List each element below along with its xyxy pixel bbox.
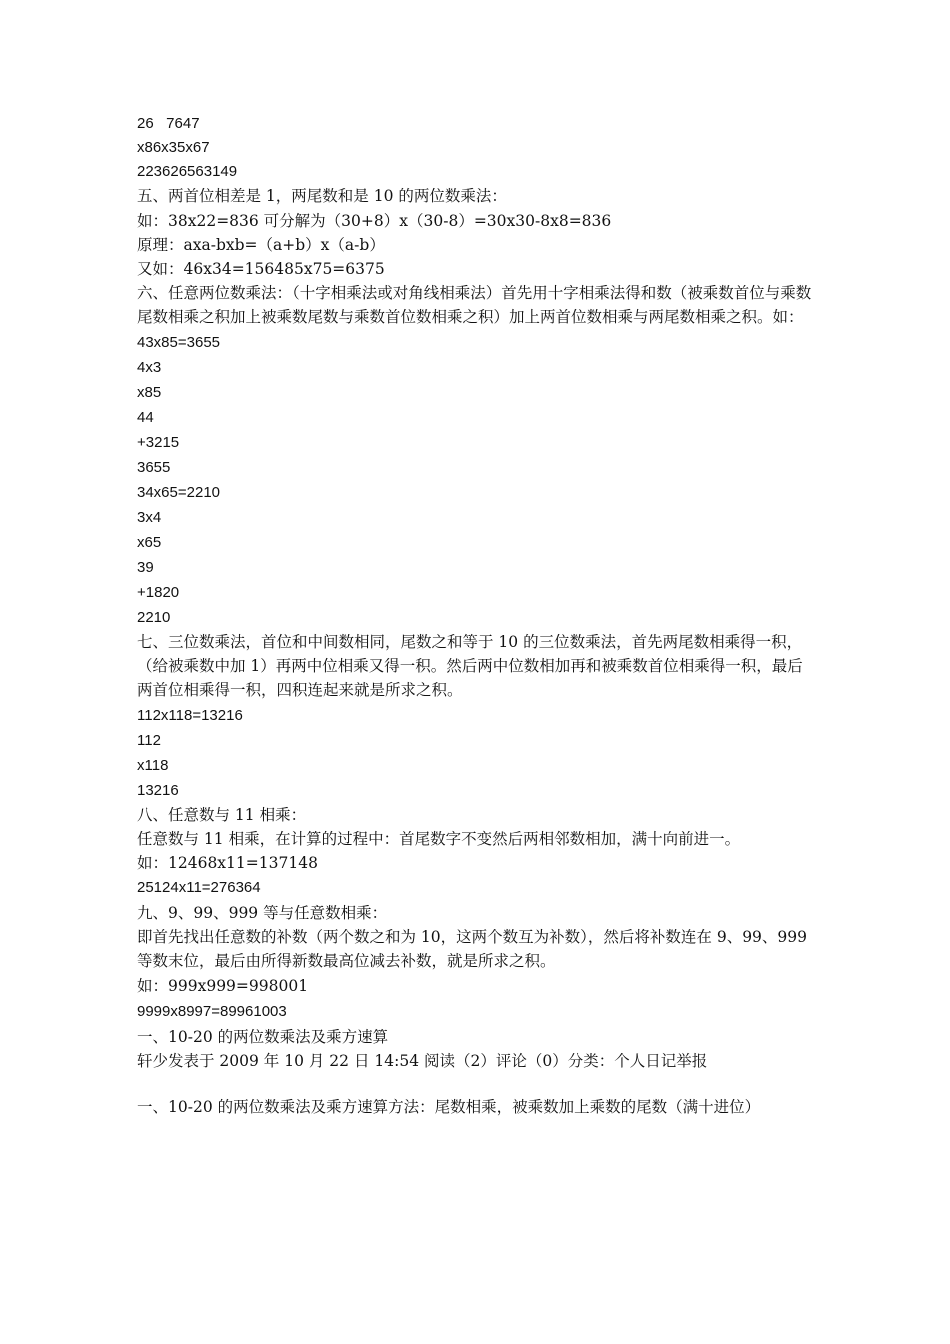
text-line: +3215 bbox=[137, 434, 180, 451]
section-heading: 九、9、99、999 等与任意数相乘： bbox=[137, 904, 388, 922]
text-line: 4x3 bbox=[137, 359, 162, 376]
article-title: 一、10-20 的两位数乘法及乘方速算 bbox=[137, 1028, 389, 1046]
document-body bbox=[137, 112, 817, 1119]
text-line: +1820 bbox=[137, 584, 180, 601]
text-line: 如：999x999=998001 bbox=[137, 977, 309, 995]
text-line: 26 7647 bbox=[137, 115, 200, 132]
text-line: 112x118=13216 bbox=[137, 707, 243, 724]
text-line: 44 bbox=[137, 409, 154, 426]
text-line: x85 bbox=[137, 384, 162, 401]
text-line: 9999x8997=89961003 bbox=[137, 1003, 287, 1020]
text-line: 一、10-20 的两位数乘法及乘方速算方法：尾数相乘，被乘数加上乘数的尾数（满十进位） bbox=[137, 1098, 761, 1116]
text-line: 43x85=3655 bbox=[137, 334, 220, 351]
text-line: 39 bbox=[137, 559, 154, 576]
text-line: 112 bbox=[137, 732, 161, 749]
section-heading: 六、任意两位数乘法：（十字相乘法或对角线相乘法）首先用十字相乘法得和数（被乘数首位与乘数尾数相乘之积加上被乘数尾数与乘数首位数相乘之积）加上两首位数相乘与两尾数相乘之积。如： bbox=[137, 284, 812, 326]
text-line: 2210 bbox=[137, 609, 171, 626]
text-line: x118 bbox=[137, 757, 169, 774]
text-line: 又如：46x34=156485x75=6375 bbox=[137, 260, 385, 278]
text-line: 任意数与 11 相乘，在计算的过程中：首尾数字不变然后两相邻数相加，满十向前进一。 bbox=[137, 830, 741, 848]
text-line: 如：38x22=836 可分解为（30+8）x（30-8）=30x30-8x8=836 bbox=[137, 212, 612, 230]
text-line: 原理：axa-bxb=（a+b）x（a-b） bbox=[137, 236, 385, 254]
text-line: x86x35x67 bbox=[137, 139, 210, 156]
text-paragraph: 即首先找出任意数的补数（两个数之和为 10，这两个数互为补数），然后将补数连在 9、99、999 等数末位，最后由所得新数最高位减去补数，就是所求之积。 bbox=[137, 928, 807, 970]
text-line: 223626563149 bbox=[137, 163, 238, 180]
section-heading: 八、任意数与 11 相乘： bbox=[137, 806, 307, 824]
article-meta: 轩少发表于 2009 年 10 月 22 日 14:54 阅读（2）评论（0）分类：个人日记举报 bbox=[137, 1052, 708, 1070]
section-heading: 七、三位数乘法，首位和中间数相同，尾数之和等于 10 的三位数乘法，首先两尾数相乘得一积，（给被乘数中加 1）再两中位相乘又得一积。然后两中位数相加再和被乘数首位相乘得一积，最后两首位相乘得一积，四积连起来就是所求之积。 bbox=[137, 633, 803, 699]
text-line: 13216 bbox=[137, 782, 179, 799]
text-line: 3x4 bbox=[137, 509, 162, 526]
text-line: 3655 bbox=[137, 459, 171, 476]
text-line: 25124x11=276364 bbox=[137, 879, 261, 896]
section-heading: 五、两首位相差是 1，两尾数和是 10 的两位数乘法： bbox=[137, 187, 507, 205]
text-line: x65 bbox=[137, 534, 162, 551]
text-line: 如：12468x11=137148 bbox=[137, 854, 318, 872]
text-line: 34x65=2210 bbox=[137, 484, 220, 501]
